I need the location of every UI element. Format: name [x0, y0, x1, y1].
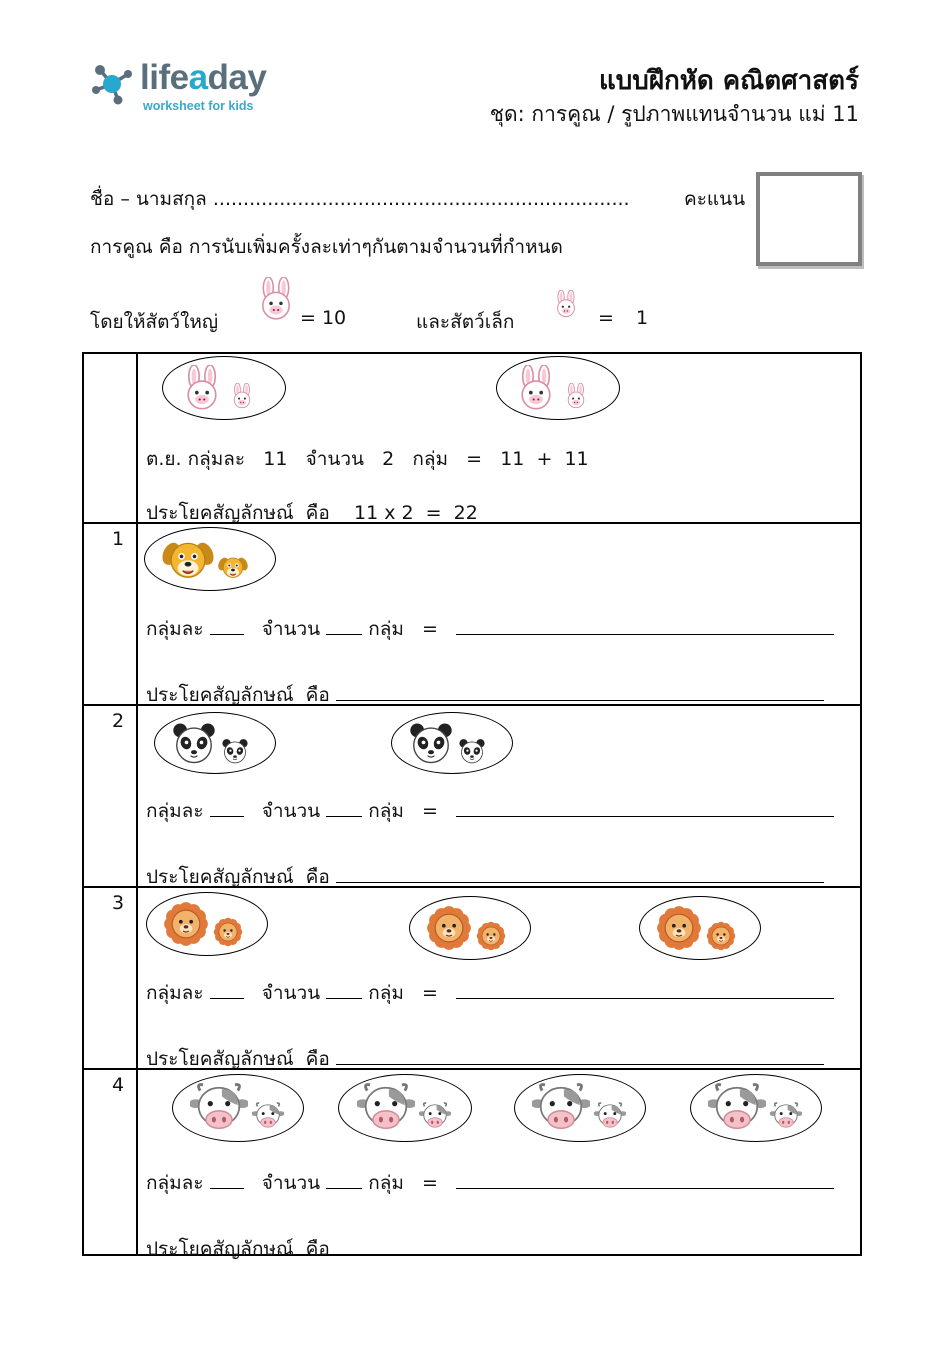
animal-group: [690, 1074, 822, 1142]
sentence-blank[interactable]: [336, 1046, 824, 1065]
big-panda-icon: [171, 720, 217, 770]
logo-wordmark: lifeaday: [140, 58, 267, 97]
legend-big-label: โดยให้สัตว์ใหญ่: [90, 311, 219, 333]
group-label: กลุ่ม: [368, 1172, 404, 1194]
lifeaday-logo: [88, 58, 288, 118]
small-panda-icon: [458, 737, 486, 769]
legend-big-value: = 10: [300, 307, 347, 329]
question-row-2: [84, 704, 860, 888]
small-lion-icon: [213, 917, 243, 951]
sentence-blank[interactable]: [336, 682, 824, 701]
answer-blank[interactable]: [456, 798, 834, 817]
per-group-blank[interactable]: [210, 798, 244, 817]
per-group-label: กลุ่มละ: [146, 618, 204, 640]
small-cow-icon: [770, 1100, 802, 1136]
example-per-label: ต.ย. กลุ่มละ: [146, 448, 246, 470]
count-blank[interactable]: [326, 1170, 362, 1189]
worksheet-table: [82, 352, 862, 1260]
question-number: 3: [112, 892, 125, 914]
sentence-label: ประโยคสัญลักษณ์ คือ: [146, 684, 330, 706]
animal-group: [154, 712, 276, 774]
count-label: จำนวน: [261, 982, 321, 1004]
animal-group: [391, 712, 513, 774]
big-rabbit-icon: [179, 365, 225, 415]
example-sentence-expr: 11 x 2 = 22: [353, 502, 478, 524]
small-cow-icon: [252, 1100, 284, 1136]
per-group-label: กลุ่มละ: [146, 800, 204, 822]
example-line-1: [146, 444, 589, 474]
example-count-value: 2: [382, 448, 395, 470]
small-rabbit-icon: [229, 383, 255, 413]
big-cow-icon: [532, 1079, 590, 1141]
name-line: [90, 184, 630, 214]
count-blank[interactable]: [326, 616, 362, 635]
animal-group: [172, 1074, 304, 1142]
per-group-label: กลุ่มละ: [146, 1172, 204, 1194]
big-lion-icon: [656, 905, 702, 955]
question-line-2: [146, 1234, 824, 1264]
question-number: 4: [112, 1074, 125, 1096]
group-label: กลุ่ม: [368, 982, 404, 1004]
answer-blank[interactable]: [456, 1170, 834, 1189]
definition-text: การคูณ คือ การนับเพิ่มครั้งละเท่าๆกันตามจำนวนที่กำหนด: [90, 236, 563, 258]
question-row-3: [84, 886, 860, 1070]
animal-group: [146, 892, 268, 956]
small-dog-icon: [218, 552, 248, 586]
per-group-label: กลุ่มละ: [146, 982, 204, 1004]
per-group-blank[interactable]: [210, 616, 244, 635]
sentence-label: ประโยคสัญลักษณ์ คือ: [146, 1048, 330, 1070]
big-lion-icon: [426, 905, 472, 955]
big-cow-icon: [190, 1079, 248, 1141]
animal-group: [409, 896, 531, 960]
per-group-blank[interactable]: [210, 980, 244, 999]
page-title: แบบฝึกหัด คณิตศาสตร์: [598, 66, 859, 96]
small-cow-icon: [594, 1100, 626, 1136]
question-line-1: [146, 978, 834, 1008]
name-field[interactable]: .....................................................................: [212, 188, 630, 210]
big-rabbit-icon: [254, 277, 294, 329]
question-line-1: [146, 1168, 834, 1198]
question-line-1: [146, 796, 834, 826]
example-per-value: 11: [263, 448, 288, 470]
answer-blank[interactable]: [456, 616, 834, 635]
group-label: กลุ่ม: [368, 800, 404, 822]
example-eq: =: [466, 448, 483, 470]
legend-small-value: 1: [636, 307, 649, 329]
legend-small-eq: =: [598, 307, 614, 329]
score-label: คะแนน: [684, 188, 746, 210]
big-rabbit-icon: [513, 365, 559, 415]
small-rabbit-icon: [563, 383, 589, 413]
example-group-label: กลุ่ม: [412, 448, 449, 470]
big-dog-icon: [162, 533, 214, 589]
sentence-label: ประโยคสัญลักษณ์ คือ: [146, 866, 330, 888]
question-row-1: [84, 522, 860, 706]
group-label: กลุ่ม: [368, 618, 404, 640]
example-sentence-label: ประโยคสัญลักษณ์ คือ: [146, 502, 330, 524]
per-group-blank[interactable]: [210, 1170, 244, 1189]
logo-molecule-icon: [88, 60, 136, 108]
count-blank[interactable]: [326, 798, 362, 817]
question-line-1: [146, 614, 834, 644]
big-lion-icon: [163, 901, 209, 951]
eq-sign: =: [422, 618, 438, 640]
big-panda-icon: [408, 720, 454, 770]
animal-group: [144, 527, 276, 591]
small-lion-icon: [706, 921, 736, 955]
example-row: [84, 352, 860, 522]
name-label: ชื่อ – นามสกุล: [90, 188, 207, 210]
small-lion-icon: [476, 921, 506, 955]
count-label: จำนวน: [261, 800, 321, 822]
page-subtitle: ชุด: การคูณ / รูปภาพแทนจำนวน แม่ 11: [489, 102, 859, 126]
example-group: [162, 356, 286, 420]
animal-group: [639, 896, 761, 960]
sentence-blank[interactable]: [336, 864, 824, 883]
question-row-4: [84, 1068, 860, 1258]
sentence-label: ประโยคสัญลักษณ์ คือ: [146, 1238, 330, 1260]
example-sum: 11 + 11: [500, 448, 589, 470]
legend-small-label: และสัตว์เล็ก: [416, 311, 515, 333]
animal-group: [338, 1074, 472, 1142]
score-box[interactable]: [756, 172, 862, 266]
count-blank[interactable]: [326, 980, 362, 999]
question-number: 2: [112, 710, 125, 732]
eq-sign: =: [422, 982, 438, 1004]
big-cow-icon: [357, 1079, 415, 1141]
small-rabbit-icon: [552, 290, 578, 326]
count-label: จำนวน: [261, 1172, 321, 1194]
eq-sign: =: [422, 1172, 438, 1194]
animal-group: [514, 1074, 646, 1142]
logo-tagline: worksheet for kids: [143, 99, 254, 113]
small-panda-icon: [221, 737, 249, 769]
count-label: จำนวน: [261, 618, 321, 640]
big-cow-icon: [708, 1079, 766, 1141]
example-group: [496, 356, 620, 420]
question-number: 1: [112, 528, 125, 550]
answer-blank[interactable]: [456, 980, 834, 999]
small-cow-icon: [419, 1100, 451, 1136]
example-count-label: จำนวน: [305, 448, 365, 470]
sentence-blank[interactable]: [336, 1236, 824, 1255]
eq-sign: =: [422, 800, 438, 822]
